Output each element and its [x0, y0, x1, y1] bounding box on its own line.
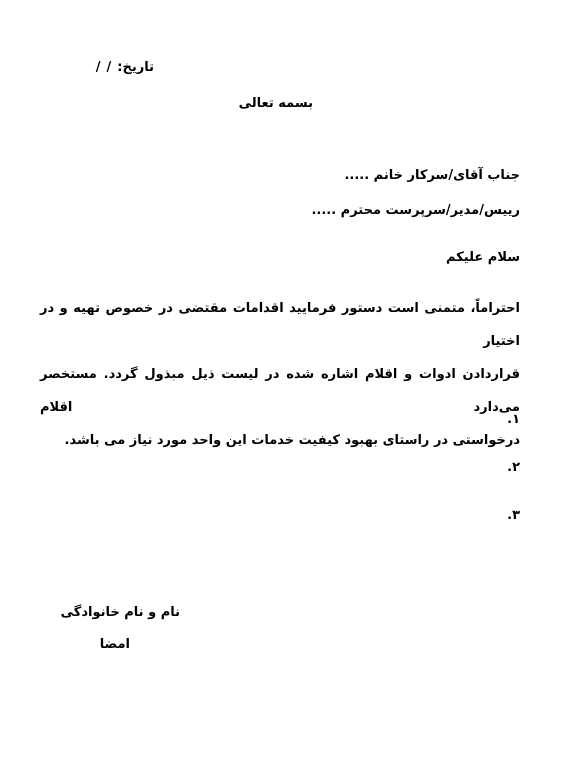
greeting: سلام علیکم	[446, 250, 520, 265]
list-item-1: ۱.	[507, 412, 520, 427]
body-line-1: احتراماً، متمنی است دستور فرمایید اقدامات مقتضی در خصوص تهیه و در اختیار	[40, 301, 520, 349]
body-line-3: درخواستی در راستای بهبود کیفیت خدمات این واحد مورد نیاز می باشد.	[64, 433, 520, 448]
body-line-2: قراردادن ادوات و اقلام اشاره شده در لیست ذیل مبذول گردد. مستخصر می‌دارد اقلام	[40, 367, 520, 415]
recipient-line-2: رییس/مدیر/سرپرست محترم .....	[311, 203, 520, 218]
list-item-2: ۲.	[507, 460, 520, 475]
date-separator-2: /	[95, 60, 101, 75]
signature-name-label: نام و نام خانوادگی	[60, 605, 180, 620]
letter-body	[40, 292, 520, 457]
letter-heading: بسمه تعالی	[238, 96, 313, 111]
list-item-3: ۳.	[507, 508, 520, 523]
signature-sign-label: امضا	[99, 637, 130, 652]
date-separator-1: /	[106, 60, 112, 75]
date-label: تاریخ:	[117, 60, 154, 75]
date-line	[96, 60, 154, 75]
recipient-line-1: جناب آقای/سرکار خانم .....	[344, 168, 520, 183]
